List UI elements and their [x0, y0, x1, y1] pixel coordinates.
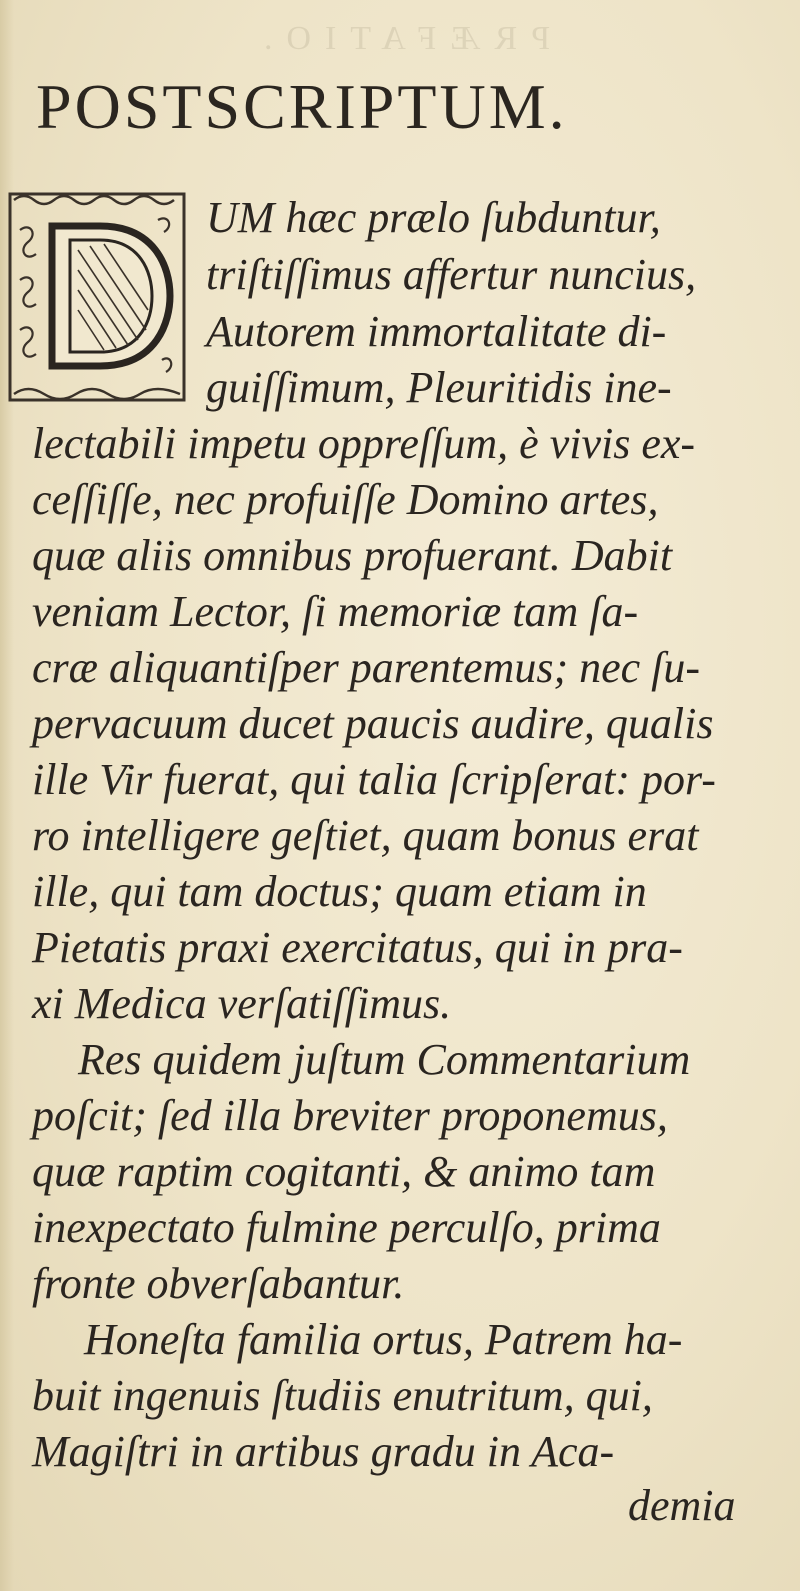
text-line: poſcit; ſed illa breviter proponemus, [32, 1091, 668, 1140]
text-line: Pietatis praxi exercitatus, qui in pra- [32, 923, 683, 972]
text-line: lectabili impetu oppreſſum, è vivis ex- [32, 419, 696, 468]
text-line: ille, qui tam doctus; quam etiam in [32, 867, 647, 916]
text-line: Autorem immortalitate di- [206, 307, 667, 356]
text-line: guiſſimum, Pleuritidis ine- [206, 363, 672, 412]
text-line: quæ aliis omnibus profuerant. Dabit [32, 531, 673, 580]
text-line: xi Medica verſatiſſimus. [32, 979, 452, 1028]
text-line: ceſſiſſe, nec profuiſſe Domino artes, [32, 475, 659, 524]
text-line: triſtiſſimus affertur nuncius, [206, 250, 697, 299]
text-line: veniam Lector, ſi memoriæ tam ſa- [32, 587, 639, 636]
text-line: ro intelligere geſtiet, quam bonus erat [32, 811, 699, 860]
text-line: inexpectato fulmine perculſo, prima [32, 1203, 661, 1252]
text-line: ille Vir fuerat, qui talia ſcripſerat: por- [32, 755, 716, 804]
text-line: Res quidem juſtum Commentarium [78, 1035, 691, 1084]
text-line: UM hæc prælo ſubduntur, [206, 193, 661, 242]
text-line: Honeſta familia ortus, Patrem ha- [84, 1315, 683, 1364]
text-line: quæ raptim cogitanti, & animo tam [32, 1147, 656, 1196]
text-line: Magiſtri in artibus gradu in Aca- [32, 1427, 615, 1476]
catchword: demia [628, 1481, 736, 1530]
text-line: cræ aliquantiſper parentemus; nec ſu- [32, 643, 701, 692]
show-through-header: PRÆFATIO. [249, 20, 551, 57]
text-line: buit ingenuis ſtudiis enutritum, qui, [32, 1371, 653, 1420]
text-line: pervacuum ducet paucis audire, qualis [32, 699, 714, 748]
page-title: POSTSCRIPTUM. [36, 71, 568, 142]
text-line: fronte obverſabantur. [32, 1259, 405, 1308]
